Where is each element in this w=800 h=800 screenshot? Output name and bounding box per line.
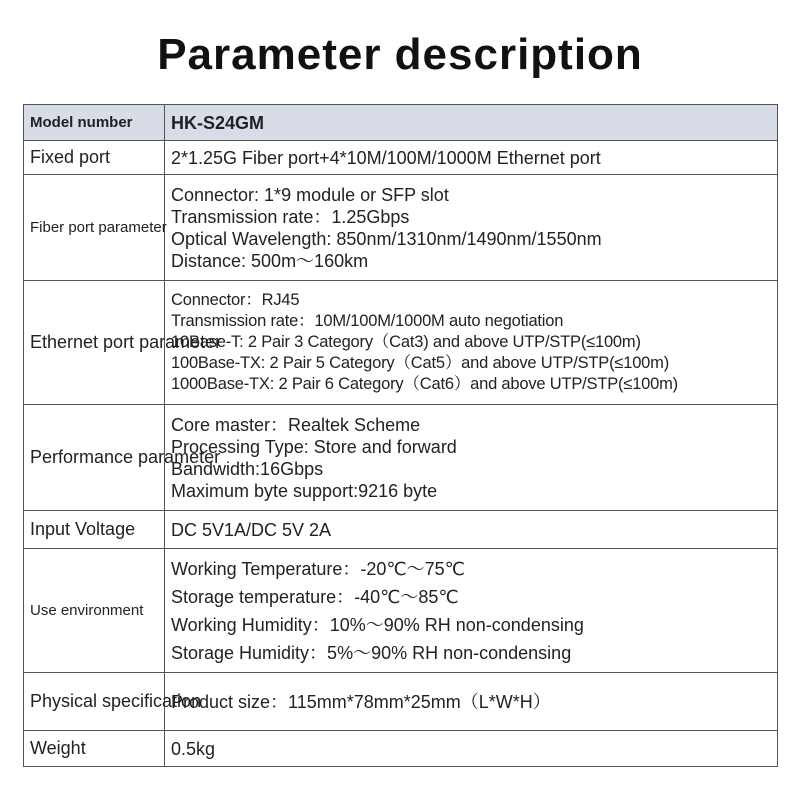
value-line: Optical Wavelength: 850nm/1310nm/1490nm/1550nm [171, 228, 602, 249]
table-row-fiber-port [24, 175, 778, 281]
value-line: Working Humidity：10%～90% RH non-condensing [171, 614, 584, 635]
table-row-input-voltage [24, 511, 778, 549]
row-label: Fixed port [24, 141, 165, 175]
row-label: Weight [24, 731, 165, 767]
value-line: Product size：115mm*78mm*25mm（L*W*H） [171, 691, 551, 712]
row-value [165, 405, 778, 511]
value-line: Core master：Realtek Scheme [171, 414, 421, 435]
model-number-value: HK-S24GM [165, 105, 778, 141]
row-value [165, 281, 778, 405]
row-label: Fiber port parameter [24, 175, 165, 281]
table-header-row [24, 105, 778, 141]
value-line: Connector：RJ45 [171, 291, 300, 309]
value-line: DC 5V1A/DC 5V 2A [171, 519, 332, 540]
row-label: Performance parameter [24, 405, 165, 511]
value-line: 100Base-TX: 2 Pair 5 Category（Cat5）and above UTP/STP(≤100m) [171, 354, 669, 372]
table-row-use-environment [24, 549, 778, 673]
row-value [165, 673, 778, 731]
row-label: Input Voltage [24, 511, 165, 549]
row-value [165, 549, 778, 673]
row-value [165, 511, 778, 549]
row-value [165, 141, 778, 175]
model-number-label: Model number [24, 105, 165, 141]
row-label: Physical specification [24, 673, 165, 731]
row-label: Ethernet port parameter [24, 281, 165, 405]
value-line: Transmission rate：1.25Gbps [171, 206, 410, 227]
table-row-performance [24, 405, 778, 511]
value-line: Connector: 1*9 module or SFP slot [171, 184, 449, 205]
table-row-fixed-port [24, 141, 778, 175]
spec-table [23, 104, 778, 767]
row-label: Use environment [24, 549, 165, 673]
table-row-ethernet-port [24, 281, 778, 405]
value-line: Bandwidth:16Gbps [171, 458, 324, 479]
row-value [165, 731, 778, 767]
table-row-physical-spec [24, 673, 778, 731]
value-line: Distance: 500m～160km [171, 250, 369, 271]
value-line: Maximum byte support:9216 byte [171, 480, 438, 501]
value-line: Transmission rate：10M/100M/1000M auto negotiation [171, 312, 564, 330]
table-row-weight [24, 731, 778, 767]
value-line: Working Temperature：-20℃～75℃ [171, 558, 465, 579]
value-line: 10Base-T: 2 Pair 3 Category（Cat3) and above UTP/STP(≤100m) [171, 333, 641, 351]
value-line: 0.5kg [171, 738, 216, 759]
value-line: Storage Humidity：5%～90% RH non-condensing [171, 642, 572, 663]
row-value [165, 175, 778, 281]
value-line: Processing Type: Store and forward [171, 436, 457, 457]
value-line: 1000Base-TX: 2 Pair 6 Category（Cat6）and above UTP/STP(≤100m) [171, 375, 678, 393]
page-title: Parameter description [157, 30, 643, 79]
value-line: 2*1.25G Fiber port+4*10M/100M/1000M Ethernet port [171, 147, 601, 168]
value-line: Storage temperature：-40℃～85℃ [171, 586, 459, 607]
